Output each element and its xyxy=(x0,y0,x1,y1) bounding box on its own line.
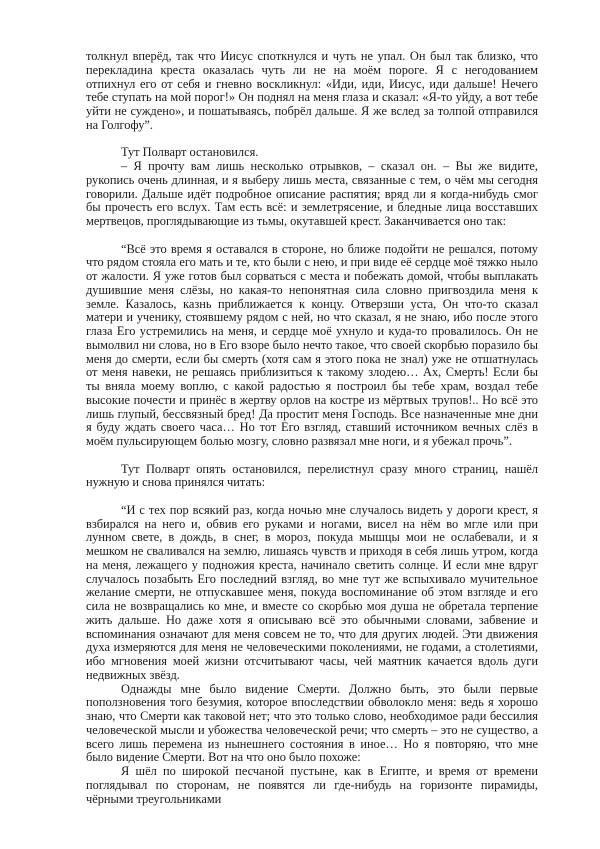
paragraph-gap xyxy=(86,133,538,147)
paragraph-7: Однажды мне было видение Смерти. Должно быть, это были первые поползновения того безумия, которое впоследствии обволокло меня: ведь я хорошо знаю, что Смерти как таковой нет; что это только слово, необходимое ради бессилия человеческой мысли и убожества человеческой речи; что смерть – это не существо, а всего лишь перемена из нынешнего состояния в иное… Но я повторяю, что мне было видение Смерти. Вот на что оно было похоже: xyxy=(86,681,538,765)
document-page xyxy=(86,50,538,806)
paragraph-1: толкнул вперёд, так что Иисус споткнулся и чуть не упал. Он был так близко, что перекладина креста оказалась чуть ли не на моём пороге. Я с негодованием отпихнул его от себя и гневно воскликнул: «Иди, иди, Иисус, иди дальше! Нечего тебе ступать на мой порог!» Он поднял на меня глаза и сказал: «Я-то уйду, а вот тебе уйти не суждено», и пошатываясь, побрёл дальше. Я же вслед за толпой отправился на Голгофу”. xyxy=(86,49,538,132)
quote-paragraph-2: “И с тех пор всякий раз, когда ночью мне случалось видеть у дороги крест, я взбирался на него и, обвив его руками и ногами, висел на нём во мгле или при лунном свете, в дождь, в снег, в мороз, покуда мышцы мои не ослабевали, и я мешком не сваливался на землю, лишаясь чувств и приходя в себя лишь утром, когда на меня, лежащего у подножия креста, начинало светить солнце. И если мне вдруг случалось позабыть Его последний взгляд, во мне тут же вспыхивало мучительное желание смерти, не отпускавшее меня, покуда воспоминание об этом взгляде и его сила не возвращались ко мне, и вместе со скорбью моя душа не обретала терпение жить дальше. Но даже хотя я описываю всё это обычными словами, забвение и вспоминания означают для меня совсем не то, что для других людей. Эти движения духа измеряются для меня не человеческими поколениями, не годами, а столетиями, ибо мгновения моей жизни отсчитывают часы, чей маятник качается вдоль дуги недвижных звёзд. xyxy=(86,502,538,682)
paragraph-2: Тут Полварт остановился. xyxy=(121,145,259,160)
paragraph-gap xyxy=(86,449,538,463)
paragraph-gap xyxy=(86,490,538,504)
paragraph-gap xyxy=(86,229,538,243)
paragraph-3: – Я прочту вам лишь несколько отрывков, – сказал он. – Вы же видите, рукопись очень длинная, и я выберу лишь места, связанные с тем, о чём мы сегодня говорили. Дальше идёт подробное описание распятия; вряд ли я когда-нибудь смог бы прочесть его вслух. Там есть всё: и землетрясение, и бледные лица восставших мертвецов, проглядывающие из тьмы, окутавшей крест. Заканчивается оно так: xyxy=(86,159,538,228)
quote-paragraph-1: “Всё это время я оставался в стороне, но ближе подойти не решался, потому что рядом стояла его мать и те, кто были с нею, и при виде её сердце моё тяжко ныло от жалости. Я уже готов был сорваться с места и побежать домой, чтобы выплакать душившие меня слёзы, но какая-то непонятная сила словно пригвоздила меня к земле. Казалось, казнь приближается к концу. Отверзши уста, Он что-то сказал матери и ученику, стоявшему рядом с ней, но что сказал, я не знаю, ибо после этого глаза Его устремились на меня, и сердце моё ухнуло и куда-то провалилось. Он не вымолвил ни слова, но в Его взоре было нечто такое, что своей скорбью поразило бы меня до смерти, если бы смерть (хотя сам я этого пока не знал) уже не отшатнулась от меня навеки, не решаясь приблизиться к такому злодею… Ах, Смерть! Если бы ты вняла моему воплю, с какой радостью я построил бы тебе храм, воздал тебе высокие почести и принёс в жертву орлов на костре из мёртвых трупов!.. Но всё это лишь глупый, бессвязный бред! Да простит меня Господь. Все назначенные мне дни я буду ждать своего часа… Но тот Его взгляд, ставший источником вечных слёз в моём пульсирующем болью мозгу, словно развязал мне ноги, и я убежал прочь”. xyxy=(86,241,538,448)
paragraph-8: Я шёл по широкой песчаной пустыне, как в Египте, и время от времени поглядывал по сторонам, не появятся ли где-нибудь на горизонте пирамиды, чёрными треугольниками xyxy=(86,764,538,806)
paragraph-5: Тут Полварт опять остановился, перелистнул сразу много страниц, нашёл нужную и снова принялся читать: xyxy=(86,461,538,490)
